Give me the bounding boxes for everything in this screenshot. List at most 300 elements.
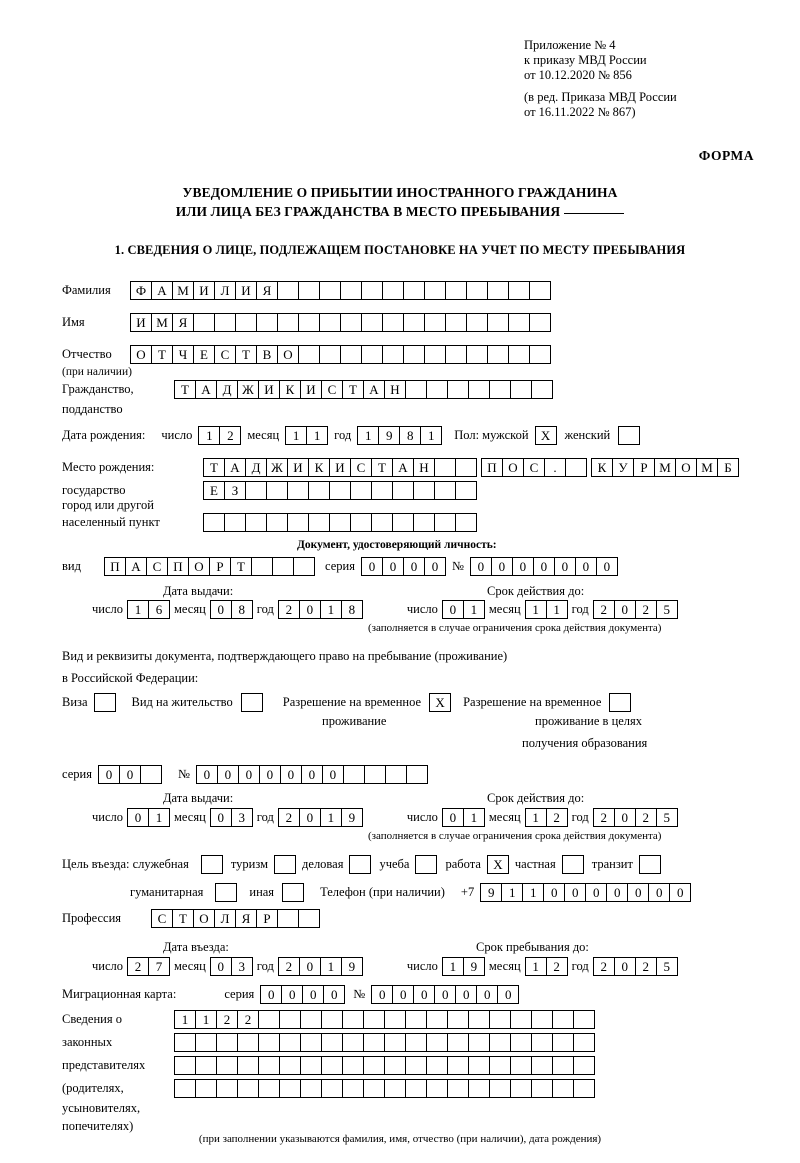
- form-cell[interactable]: [245, 513, 267, 532]
- form-cell[interactable]: [510, 1010, 532, 1029]
- form-cell[interactable]: 1: [198, 426, 220, 445]
- form-cell[interactable]: [531, 380, 553, 399]
- form-cell[interactable]: [426, 1079, 448, 1098]
- form-cell[interactable]: 0: [533, 557, 555, 576]
- form-cell[interactable]: 1: [501, 883, 523, 902]
- form-cell[interactable]: 0: [585, 883, 607, 902]
- form-cell[interactable]: [329, 481, 351, 500]
- stay-month-cells[interactable]: [525, 957, 568, 976]
- form-cell[interactable]: .: [544, 458, 566, 477]
- form-cell[interactable]: Р: [209, 557, 231, 576]
- form-cell[interactable]: [384, 1033, 406, 1052]
- form-cell[interactable]: [487, 281, 509, 300]
- form-cell[interactable]: 1: [525, 808, 547, 827]
- form-cell[interactable]: 0: [606, 883, 628, 902]
- form-cell[interactable]: 0: [470, 557, 492, 576]
- form-cell[interactable]: 0: [127, 808, 149, 827]
- entry-day-cells[interactable]: [127, 957, 170, 976]
- form-cell[interactable]: [342, 1056, 364, 1075]
- stay-day-cells[interactable]: [442, 957, 485, 976]
- form-cell[interactable]: [382, 345, 404, 364]
- form-cell[interactable]: [363, 1079, 385, 1098]
- birth-month-cells[interactable]: [285, 426, 328, 445]
- form-cell[interactable]: [382, 313, 404, 332]
- form-cell[interactable]: [385, 765, 407, 784]
- form-cell[interactable]: С: [214, 345, 236, 364]
- form-cell[interactable]: А: [195, 380, 217, 399]
- form-cell[interactable]: [426, 1010, 448, 1029]
- form-cell[interactable]: [531, 1056, 553, 1075]
- form-cell[interactable]: С: [146, 557, 168, 576]
- form-cell[interactable]: [445, 345, 467, 364]
- form-cell[interactable]: [279, 1079, 301, 1098]
- patronymic-cells[interactable]: [130, 345, 551, 364]
- form-cell[interactable]: [174, 1056, 196, 1075]
- form-cell[interactable]: [489, 1033, 511, 1052]
- purpose-work-checkbox[interactable]: X: [487, 855, 509, 874]
- form-cell[interactable]: 2: [278, 600, 300, 619]
- permit-series-cells[interactable]: [98, 765, 162, 784]
- form-cell[interactable]: 0: [669, 883, 691, 902]
- stay-year-cells[interactable]: [593, 957, 678, 976]
- form-cell[interactable]: Ф: [130, 281, 152, 300]
- permit-issue-day-cells[interactable]: [127, 808, 170, 827]
- form-cell[interactable]: [434, 513, 456, 532]
- form-cell[interactable]: 0: [299, 600, 321, 619]
- form-cell[interactable]: 0: [301, 765, 323, 784]
- form-cell[interactable]: 0: [302, 985, 324, 1004]
- form-cell[interactable]: И: [130, 313, 152, 332]
- form-cell[interactable]: 0: [260, 985, 282, 1004]
- form-cell[interactable]: О: [193, 909, 215, 928]
- form-cell[interactable]: [224, 513, 246, 532]
- form-cell[interactable]: 0: [371, 985, 393, 1004]
- form-cell[interactable]: А: [125, 557, 147, 576]
- form-cell[interactable]: [405, 1079, 427, 1098]
- form-cell[interactable]: [403, 313, 425, 332]
- permit-valid-year-cells[interactable]: [593, 808, 678, 827]
- form-cell[interactable]: [403, 345, 425, 364]
- form-cell[interactable]: [447, 1033, 469, 1052]
- form-cell[interactable]: 0: [280, 765, 302, 784]
- form-cell[interactable]: [447, 1056, 469, 1075]
- form-cell[interactable]: [552, 1033, 574, 1052]
- citizenship-cells[interactable]: [174, 380, 553, 399]
- form-cell[interactable]: [279, 1010, 301, 1029]
- form-cell[interactable]: Т: [371, 458, 393, 477]
- form-cell[interactable]: [319, 281, 341, 300]
- form-cell[interactable]: [361, 281, 383, 300]
- form-cell[interactable]: М: [172, 281, 194, 300]
- form-cell[interactable]: [293, 557, 315, 576]
- form-cell[interactable]: [466, 345, 488, 364]
- form-cell[interactable]: [245, 481, 267, 500]
- form-cell[interactable]: И: [193, 281, 215, 300]
- form-cell[interactable]: [300, 1056, 322, 1075]
- form-cell[interactable]: [489, 380, 511, 399]
- form-cell[interactable]: [466, 281, 488, 300]
- form-cell[interactable]: [447, 1010, 469, 1029]
- form-cell[interactable]: Т: [151, 345, 173, 364]
- form-cell[interactable]: Е: [203, 481, 225, 500]
- form-cell[interactable]: [350, 481, 372, 500]
- form-cell[interactable]: [510, 1033, 532, 1052]
- form-cell[interactable]: [445, 313, 467, 332]
- form-cell[interactable]: 2: [237, 1010, 259, 1029]
- form-cell[interactable]: [363, 1033, 385, 1052]
- form-cell[interactable]: 0: [512, 557, 534, 576]
- form-cell[interactable]: [468, 1033, 490, 1052]
- form-cell[interactable]: 1: [195, 1010, 217, 1029]
- form-cell[interactable]: 0: [564, 883, 586, 902]
- form-cell[interactable]: А: [151, 281, 173, 300]
- form-cell[interactable]: [405, 380, 427, 399]
- form-cell[interactable]: 0: [281, 985, 303, 1004]
- form-cell[interactable]: [195, 1033, 217, 1052]
- form-cell[interactable]: [468, 380, 490, 399]
- form-cell[interactable]: М: [654, 458, 676, 477]
- form-cell[interactable]: [279, 1056, 301, 1075]
- form-cell[interactable]: 2: [278, 808, 300, 827]
- form-cell[interactable]: 1: [285, 426, 307, 445]
- form-cell[interactable]: [216, 1033, 238, 1052]
- form-cell[interactable]: 6: [148, 600, 170, 619]
- form-cell[interactable]: 0: [614, 808, 636, 827]
- form-cell[interactable]: Т: [230, 557, 252, 576]
- form-cell[interactable]: 0: [442, 808, 464, 827]
- profession-cells[interactable]: [151, 909, 320, 928]
- form-cell[interactable]: [413, 481, 435, 500]
- form-cell[interactable]: [426, 1033, 448, 1052]
- form-cell[interactable]: 0: [491, 557, 513, 576]
- form-cell[interactable]: [340, 313, 362, 332]
- name-cells[interactable]: [130, 313, 551, 332]
- form-cell[interactable]: 0: [322, 765, 344, 784]
- form-cell[interactable]: 0: [323, 985, 345, 1004]
- form-cell[interactable]: 0: [455, 985, 477, 1004]
- form-cell[interactable]: 2: [593, 600, 615, 619]
- form-cell[interactable]: [382, 281, 404, 300]
- form-cell[interactable]: [266, 481, 288, 500]
- form-cell[interactable]: 0: [424, 557, 446, 576]
- form-cell[interactable]: 0: [210, 600, 232, 619]
- form-cell[interactable]: С: [350, 458, 372, 477]
- form-cell[interactable]: [300, 1079, 322, 1098]
- form-cell[interactable]: [298, 345, 320, 364]
- form-cell[interactable]: [298, 313, 320, 332]
- form-cell[interactable]: [329, 513, 351, 532]
- form-cell[interactable]: 5: [656, 808, 678, 827]
- form-cell[interactable]: [308, 481, 330, 500]
- form-cell[interactable]: 0: [299, 808, 321, 827]
- form-cell[interactable]: 0: [196, 765, 218, 784]
- form-cell[interactable]: [258, 1010, 280, 1029]
- form-cell[interactable]: [445, 281, 467, 300]
- form-cell[interactable]: 1: [525, 957, 547, 976]
- form-cell[interactable]: 9: [378, 426, 400, 445]
- form-cell[interactable]: 2: [219, 426, 241, 445]
- form-cell[interactable]: [468, 1056, 490, 1075]
- form-cell[interactable]: [487, 313, 509, 332]
- form-cell[interactable]: [298, 281, 320, 300]
- form-cell[interactable]: 9: [463, 957, 485, 976]
- form-cell[interactable]: 0: [259, 765, 281, 784]
- form-cell[interactable]: [364, 765, 386, 784]
- form-cell[interactable]: [552, 1079, 574, 1098]
- form-cell[interactable]: [424, 313, 446, 332]
- birthplace-city-row2-cells[interactable]: [203, 481, 477, 500]
- form-cell[interactable]: 0: [98, 765, 120, 784]
- form-cell[interactable]: [565, 458, 587, 477]
- entry-year-cells[interactable]: [278, 957, 363, 976]
- form-cell[interactable]: 0: [217, 765, 239, 784]
- form-cell[interactable]: [193, 313, 215, 332]
- form-cell[interactable]: С: [151, 909, 173, 928]
- purpose-official-checkbox[interactable]: [201, 855, 223, 874]
- form-cell[interactable]: Б: [717, 458, 739, 477]
- form-cell[interactable]: 2: [635, 808, 657, 827]
- doc-number-cells[interactable]: [470, 557, 618, 576]
- form-cell[interactable]: [487, 345, 509, 364]
- form-cell[interactable]: [321, 1079, 343, 1098]
- permit-valid-day-cells[interactable]: [442, 808, 485, 827]
- form-cell[interactable]: 1: [442, 957, 464, 976]
- form-cell[interactable]: [340, 281, 362, 300]
- legal-rep-row-2-cells[interactable]: [174, 1033, 595, 1052]
- purpose-humanitarian-checkbox[interactable]: [215, 883, 237, 902]
- form-cell[interactable]: [508, 281, 530, 300]
- form-cell[interactable]: [468, 1010, 490, 1029]
- form-cell[interactable]: Л: [214, 281, 236, 300]
- form-cell[interactable]: [361, 345, 383, 364]
- permit-valid-month-cells[interactable]: [525, 808, 568, 827]
- form-cell[interactable]: [266, 513, 288, 532]
- form-cell[interactable]: Я: [256, 281, 278, 300]
- form-cell[interactable]: Т: [174, 380, 196, 399]
- form-cell[interactable]: [434, 481, 456, 500]
- birth-year-cells[interactable]: [357, 426, 442, 445]
- form-cell[interactable]: О: [675, 458, 697, 477]
- form-cell[interactable]: Д: [216, 380, 238, 399]
- mcard-series-cells[interactable]: [260, 985, 345, 1004]
- phone-cells[interactable]: [480, 883, 691, 902]
- permit-issue-year-cells[interactable]: [278, 808, 363, 827]
- form-cell[interactable]: [468, 1079, 490, 1098]
- form-cell[interactable]: [403, 281, 425, 300]
- form-cell[interactable]: [321, 1010, 343, 1029]
- permit-number-cells[interactable]: [196, 765, 428, 784]
- form-cell[interactable]: 8: [399, 426, 421, 445]
- form-cell[interactable]: [321, 1056, 343, 1075]
- form-cell[interactable]: О: [188, 557, 210, 576]
- form-cell[interactable]: [392, 481, 414, 500]
- form-cell[interactable]: 0: [403, 557, 425, 576]
- form-cell[interactable]: [466, 313, 488, 332]
- doc-series-cells[interactable]: [361, 557, 446, 576]
- form-cell[interactable]: 9: [480, 883, 502, 902]
- birthplace-state-cells[interactable]: [203, 458, 477, 477]
- form-cell[interactable]: 3: [231, 808, 253, 827]
- form-cell[interactable]: [319, 345, 341, 364]
- form-cell[interactable]: Л: [214, 909, 236, 928]
- form-cell[interactable]: О: [502, 458, 524, 477]
- form-cell[interactable]: С: [523, 458, 545, 477]
- form-cell[interactable]: [140, 765, 162, 784]
- form-cell[interactable]: 2: [216, 1010, 238, 1029]
- form-cell[interactable]: [510, 1079, 532, 1098]
- form-cell[interactable]: П: [104, 557, 126, 576]
- form-cell[interactable]: [384, 1079, 406, 1098]
- form-cell[interactable]: К: [308, 458, 330, 477]
- form-cell[interactable]: [258, 1056, 280, 1075]
- form-cell[interactable]: И: [258, 380, 280, 399]
- form-cell[interactable]: 0: [627, 883, 649, 902]
- form-cell[interactable]: [279, 1033, 301, 1052]
- form-cell[interactable]: А: [392, 458, 414, 477]
- form-cell[interactable]: 3: [231, 957, 253, 976]
- form-cell[interactable]: Р: [256, 909, 278, 928]
- form-cell[interactable]: [529, 281, 551, 300]
- form-cell[interactable]: [277, 313, 299, 332]
- form-cell[interactable]: М: [151, 313, 173, 332]
- form-cell[interactable]: [319, 313, 341, 332]
- form-cell[interactable]: 0: [575, 557, 597, 576]
- form-cell[interactable]: 0: [361, 557, 383, 576]
- form-cell[interactable]: [434, 458, 456, 477]
- form-cell[interactable]: 2: [593, 808, 615, 827]
- form-cell[interactable]: [384, 1056, 406, 1075]
- form-cell[interactable]: И: [329, 458, 351, 477]
- form-cell[interactable]: З: [224, 481, 246, 500]
- form-cell[interactable]: [529, 313, 551, 332]
- form-cell[interactable]: 1: [306, 426, 328, 445]
- form-cell[interactable]: [256, 313, 278, 332]
- form-cell[interactable]: 1: [320, 600, 342, 619]
- purpose-transit-checkbox[interactable]: [639, 855, 661, 874]
- form-cell[interactable]: Р: [633, 458, 655, 477]
- doc-issue-day-cells[interactable]: [127, 600, 170, 619]
- form-cell[interactable]: [174, 1033, 196, 1052]
- form-cell[interactable]: 0: [382, 557, 404, 576]
- form-cell[interactable]: 0: [648, 883, 670, 902]
- purpose-other-checkbox[interactable]: [282, 883, 304, 902]
- form-cell[interactable]: 1: [320, 808, 342, 827]
- form-cell[interactable]: [406, 765, 428, 784]
- form-cell[interactable]: [455, 513, 477, 532]
- legal-rep-row-4-cells[interactable]: [174, 1079, 595, 1098]
- form-cell[interactable]: Т: [203, 458, 225, 477]
- form-cell[interactable]: [405, 1010, 427, 1029]
- form-cell[interactable]: [251, 557, 273, 576]
- form-cell[interactable]: [508, 313, 530, 332]
- form-cell[interactable]: [510, 1056, 532, 1075]
- form-cell[interactable]: [455, 481, 477, 500]
- form-cell[interactable]: 8: [231, 600, 253, 619]
- form-cell[interactable]: [277, 909, 299, 928]
- form-cell[interactable]: 2: [546, 808, 568, 827]
- form-cell[interactable]: 0: [210, 808, 232, 827]
- form-cell[interactable]: [424, 345, 446, 364]
- edu-residence-checkbox[interactable]: [609, 693, 631, 712]
- form-cell[interactable]: [300, 1010, 322, 1029]
- form-cell[interactable]: У: [612, 458, 634, 477]
- form-cell[interactable]: [258, 1033, 280, 1052]
- form-cell[interactable]: Т: [172, 909, 194, 928]
- residence-permit-checkbox[interactable]: [241, 693, 263, 712]
- form-cell[interactable]: Д: [245, 458, 267, 477]
- form-cell[interactable]: [510, 380, 532, 399]
- form-cell[interactable]: 2: [593, 957, 615, 976]
- form-cell[interactable]: 1: [546, 600, 568, 619]
- form-cell[interactable]: [531, 1010, 553, 1029]
- form-cell[interactable]: 1: [522, 883, 544, 902]
- form-cell[interactable]: [272, 557, 294, 576]
- doc-valid-year-cells[interactable]: [593, 600, 678, 619]
- form-cell[interactable]: [371, 513, 393, 532]
- form-cell[interactable]: 0: [434, 985, 456, 1004]
- form-cell[interactable]: [405, 1056, 427, 1075]
- doc-valid-month-cells[interactable]: [525, 600, 568, 619]
- form-cell[interactable]: [342, 1010, 364, 1029]
- form-cell[interactable]: [405, 1033, 427, 1052]
- form-cell[interactable]: О: [277, 345, 299, 364]
- mcard-number-cells[interactable]: [371, 985, 519, 1004]
- form-cell[interactable]: [455, 458, 477, 477]
- form-cell[interactable]: 1: [525, 600, 547, 619]
- form-cell[interactable]: О: [130, 345, 152, 364]
- form-cell[interactable]: П: [167, 557, 189, 576]
- form-cell[interactable]: [237, 1033, 259, 1052]
- form-cell[interactable]: К: [591, 458, 613, 477]
- form-cell[interactable]: [489, 1079, 511, 1098]
- form-cell[interactable]: 0: [476, 985, 498, 1004]
- form-cell[interactable]: [287, 513, 309, 532]
- form-cell[interactable]: П: [481, 458, 503, 477]
- form-cell[interactable]: [384, 1010, 406, 1029]
- form-cell[interactable]: Ж: [237, 380, 259, 399]
- form-cell[interactable]: [216, 1079, 238, 1098]
- form-cell[interactable]: 0: [543, 883, 565, 902]
- form-cell[interactable]: И: [300, 380, 322, 399]
- form-cell[interactable]: [308, 513, 330, 532]
- form-cell[interactable]: [342, 1079, 364, 1098]
- sex-male-checkbox[interactable]: X: [535, 426, 557, 445]
- form-cell[interactable]: [195, 1079, 217, 1098]
- birthplace-city-b-cells[interactable]: [591, 458, 739, 477]
- form-cell[interactable]: [392, 513, 414, 532]
- form-cell[interactable]: [258, 1079, 280, 1098]
- form-cell[interactable]: 0: [119, 765, 141, 784]
- form-cell[interactable]: 2: [635, 600, 657, 619]
- form-cell[interactable]: 0: [497, 985, 519, 1004]
- form-cell[interactable]: 0: [238, 765, 260, 784]
- form-cell[interactable]: [237, 1079, 259, 1098]
- form-cell[interactable]: 0: [413, 985, 435, 1004]
- form-cell[interactable]: [426, 1056, 448, 1075]
- form-cell[interactable]: [342, 1033, 364, 1052]
- form-cell[interactable]: [235, 313, 257, 332]
- form-cell[interactable]: А: [363, 380, 385, 399]
- purpose-business-checkbox[interactable]: [349, 855, 371, 874]
- form-cell[interactable]: [413, 513, 435, 532]
- temp-residence-checkbox[interactable]: X: [429, 693, 451, 712]
- birthplace-city-a-cells[interactable]: [481, 458, 587, 477]
- form-cell[interactable]: 2: [127, 957, 149, 976]
- form-cell[interactable]: [321, 1033, 343, 1052]
- form-cell[interactable]: [447, 1079, 469, 1098]
- form-cell[interactable]: 0: [596, 557, 618, 576]
- form-cell[interactable]: 1: [127, 600, 149, 619]
